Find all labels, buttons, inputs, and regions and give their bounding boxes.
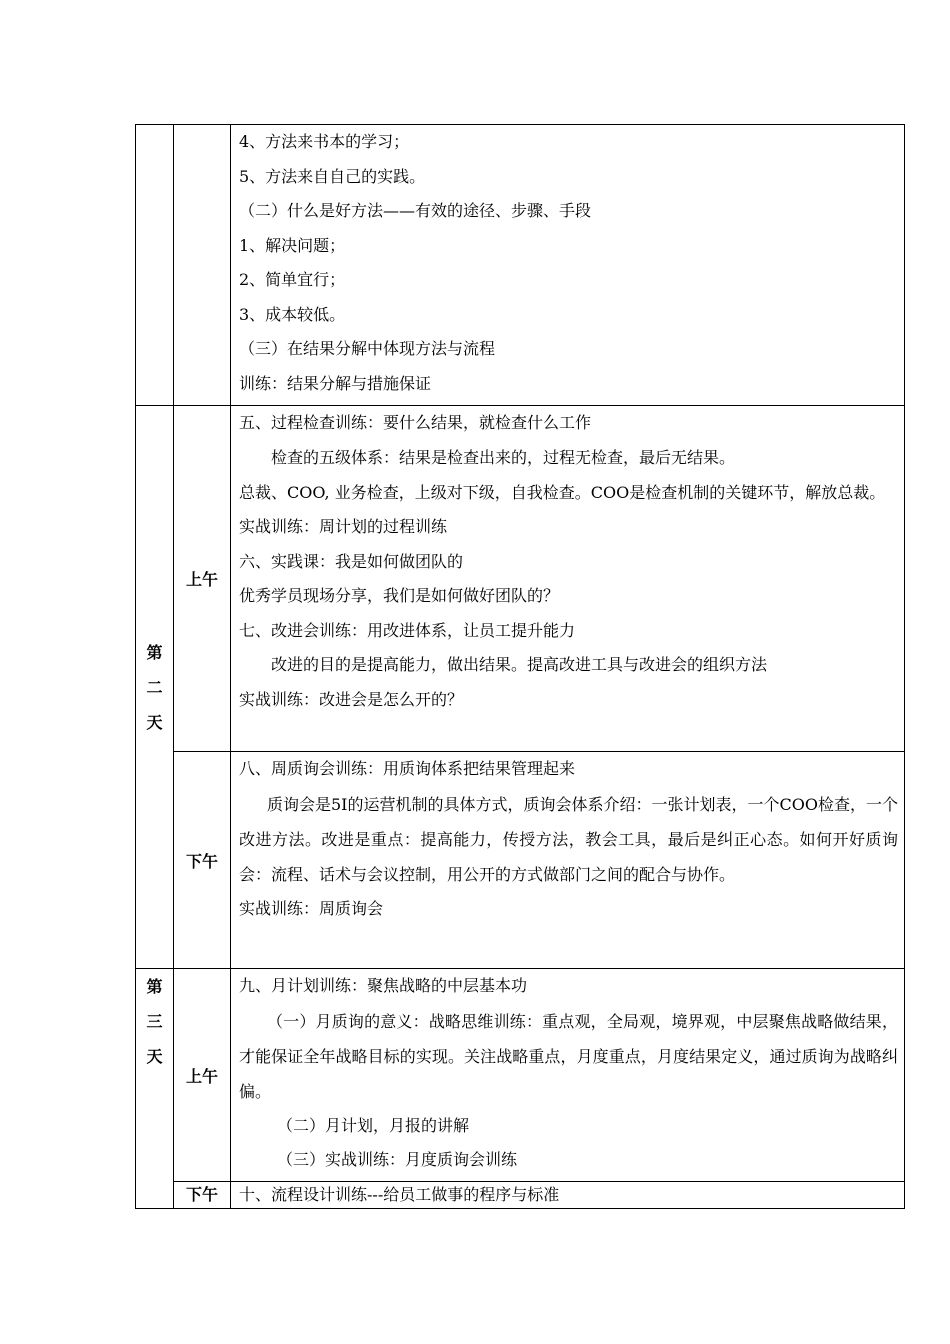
day-label-char: 天 xyxy=(146,1047,163,1066)
content-line: 训练：结果分解与措施保证 xyxy=(239,373,432,393)
day-label-char: 第 xyxy=(146,642,163,662)
day-label-char: 第 xyxy=(146,977,163,996)
content-line: 3、成本较低。 xyxy=(239,304,346,324)
table-row xyxy=(136,969,905,1182)
day-label-char: 三 xyxy=(146,1012,163,1031)
half-day-label: 上午 xyxy=(174,969,231,1182)
content-line: （三）实战训练：月度质询会训练 xyxy=(277,1150,518,1169)
schedule-table xyxy=(135,124,905,1209)
content-line: （二）什么是好方法——有效的途径、步骤、手段 xyxy=(239,201,592,220)
content-line: 5、方法来自自己的实践。 xyxy=(239,166,426,186)
content-line: 4、方法来书本的学习； xyxy=(239,132,410,151)
content-cell xyxy=(231,1182,905,1209)
content-line: 2、简单宜行； xyxy=(239,270,346,289)
content-line: 改进的目的是提高能力，做出结果。提高改进工具与改进会的组织方法 xyxy=(271,655,768,674)
content-cell xyxy=(231,125,905,406)
half-day-label: 下午 xyxy=(174,1182,231,1209)
content-line: 实战训练：周计划的过程训练 xyxy=(239,517,448,536)
table-row xyxy=(136,406,905,752)
content-cell xyxy=(231,406,905,752)
day-label-char: 二 xyxy=(146,677,163,697)
content-line: 九、月计划训练：聚焦战略的中层基本功 xyxy=(239,976,528,995)
content-paragraph: 质询会是5I的运营机制的具体方式，质询会体系介绍：一张计划表，一个COO检查，一个改进方法。改进是重点：提高能力，传授方法，教会工具，最后是纠正心态。如何开好质询会：流程、话术与会议控制，用公开的方式做部门之间的配合与协作。 xyxy=(239,794,898,884)
half-day-label: 上午 xyxy=(174,406,231,752)
content-line: 1、解决问题； xyxy=(239,235,346,255)
content-line: （二）月计划，月报的讲解 xyxy=(277,1115,470,1135)
content-line: 八、周质询会训练：用质询体系把结果管理起来 xyxy=(239,759,576,778)
content-line: （三）在结果分解中体现方法与流程 xyxy=(239,339,496,358)
content-line: 实战训练：周质询会 xyxy=(239,898,384,918)
day-label xyxy=(136,969,174,1209)
content-line: 十、流程设计训练---给员工做事的程序与标准 xyxy=(239,1185,560,1204)
content-line: 实战训练：改进会是怎么开的？ xyxy=(239,689,464,709)
half-cell-empty xyxy=(174,125,231,406)
content-paragraph: 总裁、COO, 业务检查，上级对下级，自我检查。COO是检查机制的关键环节，解放总裁。 xyxy=(239,483,886,502)
content-line: 优秀学员现场分享，我们是如何做好团队的？ xyxy=(239,586,560,605)
half-day-label: 下午 xyxy=(174,752,231,969)
content-cell xyxy=(231,752,905,969)
content-line: 七、改进会训练：用改进体系，让员工提升能力 xyxy=(239,620,576,640)
table-row xyxy=(136,1182,905,1209)
content-line: 五、过程检查训练：要什么结果，就检查什么工作 xyxy=(239,413,592,432)
table-row xyxy=(136,752,905,969)
content-cell xyxy=(231,969,905,1182)
table-row xyxy=(136,125,905,406)
day-label xyxy=(136,406,174,969)
content-line: 六、实践课：我是如何做团队的 xyxy=(239,551,464,571)
content-paragraph: （一）月质询的意义：战略思维训练：重点观，全局观，境界观，中层聚焦战略做结果，才能保证全年战略目标的实现。关注战略重点，月度重点，月度结果定义，通过质询为战略纠偏。 xyxy=(239,1011,898,1101)
day-label-char: 天 xyxy=(146,712,163,732)
day-cell-empty xyxy=(136,125,174,406)
content-line: 检查的五级体系：结果是检查出来的，过程无检查，最后无结果。 xyxy=(271,447,736,467)
